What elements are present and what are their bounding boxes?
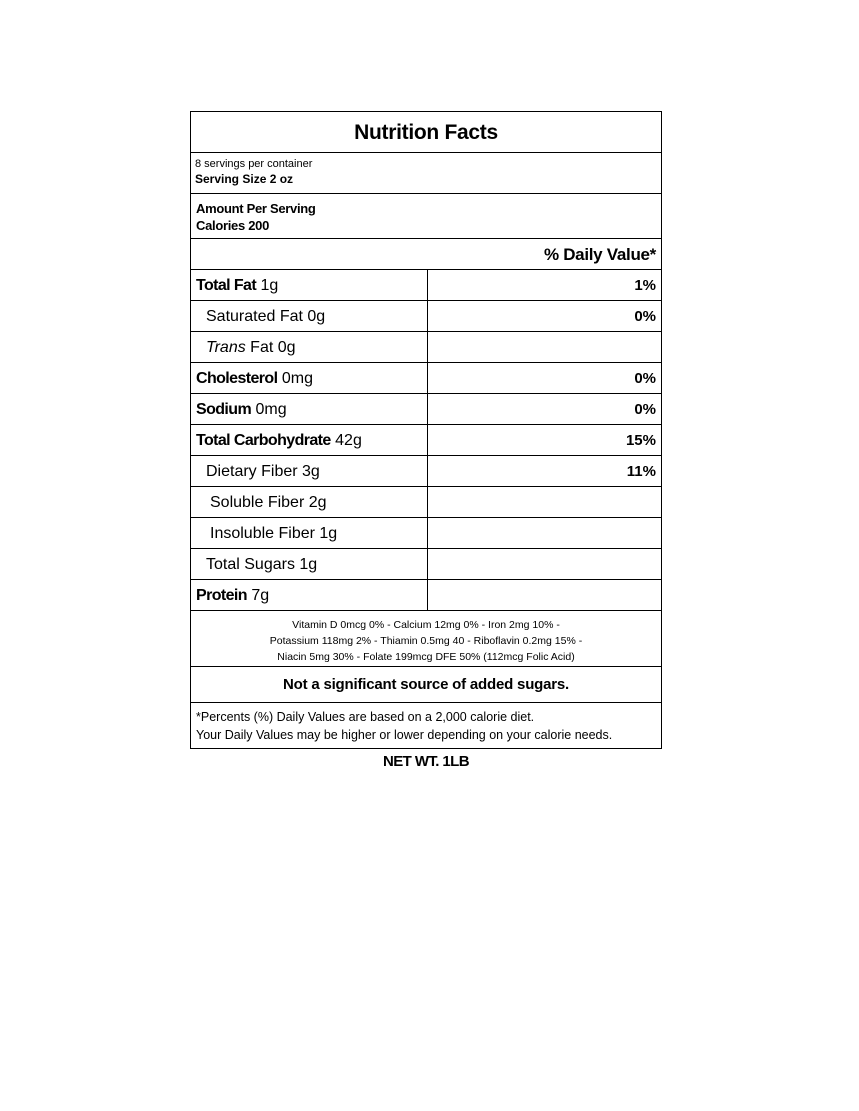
footnote-line: *Percents (%) Daily Values are based on a 2,000 calorie diet. <box>196 710 535 724</box>
nutrient-row-insoluble-fiber <box>191 518 661 549</box>
nutrient-name: Saturated Fat 0g <box>191 301 428 331</box>
nutrient-percent: 15% <box>625 432 656 449</box>
nutrient-row-sodium <box>191 394 661 425</box>
daily-value-header: % Daily Value* <box>191 239 661 270</box>
nutrient-percent <box>428 518 661 548</box>
nutrient-amount: 42g <box>330 432 362 449</box>
nutrient-label: Total Fat <box>196 277 257 294</box>
nutrient-row-total-carbohydrate <box>191 425 661 456</box>
nutrient-prefix: Trans <box>206 339 246 356</box>
servings-per-container: 8 servings per container <box>195 158 313 170</box>
daily-value-footnote <box>191 703 661 748</box>
nutrient-name: Soluble Fiber 2g <box>191 487 428 517</box>
servings-section <box>191 153 661 194</box>
nutrient-row-trans-fat <box>191 332 661 363</box>
nutrient-amount: 0mg <box>277 370 313 387</box>
nutrient-percent: 11% <box>626 463 656 480</box>
nutrient-amount: 7g <box>246 587 270 604</box>
nutrient-label: Fat 0g <box>245 339 296 356</box>
nutrient-name <box>191 270 428 300</box>
nutrient-percent: 1% <box>634 277 656 294</box>
nutrient-name <box>191 394 428 424</box>
calories: Calories 200 <box>196 218 270 233</box>
nutrient-label: Total Carbohydrate <box>196 432 331 449</box>
nutrient-row-saturated-fat <box>191 301 661 332</box>
nutrient-row-cholesterol <box>191 363 661 394</box>
vitamins-line: Niacin 5mg 30% - Folate 199mcg DFE 50% (112mcg Folic Acid) <box>277 651 575 663</box>
nutrient-amount: 1g <box>256 277 279 294</box>
nutrient-row-dietary-fiber <box>191 456 661 487</box>
nutrient-percent: 0% <box>634 370 656 387</box>
nutrient-name: Dietary Fiber 3g <box>191 456 428 486</box>
nutrient-label: Sodium <box>196 401 252 418</box>
label-title: Nutrition Facts <box>191 112 661 153</box>
nutrient-percent <box>428 487 661 517</box>
amount-per-serving: Amount Per Serving <box>196 201 316 216</box>
nutrient-percent: 0% <box>634 308 656 325</box>
nutrient-amount: 0mg <box>251 401 287 418</box>
nutrient-label: Protein <box>196 587 247 604</box>
vitamins-minerals-section <box>191 611 661 667</box>
nutrition-facts-label <box>190 111 662 749</box>
nutrient-row-total-fat <box>191 270 661 301</box>
serving-size: Serving Size 2 oz <box>195 172 294 186</box>
footnote-line: Your Daily Values may be higher or lower depending on your calorie needs. <box>196 728 613 742</box>
nutrient-name <box>191 332 428 362</box>
nutrient-percent: 0% <box>634 401 656 418</box>
nutrient-name <box>191 425 428 455</box>
net-weight: NET WT. 1LB <box>383 753 469 770</box>
nutrient-row-total-sugars <box>191 549 661 580</box>
vitamins-line: Vitamin D 0mcg 0% - Calcium 12mg 0% - Iron 2mg 10% - <box>292 619 560 631</box>
vitamins-line: Potassium 118mg 2% - Thiamin 0.5mg 40 - Riboflavin 0.2mg 15% - <box>269 635 583 647</box>
nutrient-percent <box>428 580 661 610</box>
nutrient-row-soluble-fiber <box>191 487 661 518</box>
nutrient-percent <box>428 332 661 362</box>
nutrient-percent <box>428 549 661 579</box>
amount-per-serving-section <box>191 194 661 239</box>
added-sugars-note: Not a significant source of added sugars. <box>191 667 661 703</box>
nutrient-name <box>191 363 428 393</box>
nutrient-row-protein <box>191 580 661 611</box>
nutrient-label: Cholesterol <box>196 370 278 387</box>
nutrient-name <box>191 580 428 610</box>
nutrient-name: Insoluble Fiber 1g <box>191 518 428 548</box>
nutrient-name: Total Sugars 1g <box>191 549 428 579</box>
